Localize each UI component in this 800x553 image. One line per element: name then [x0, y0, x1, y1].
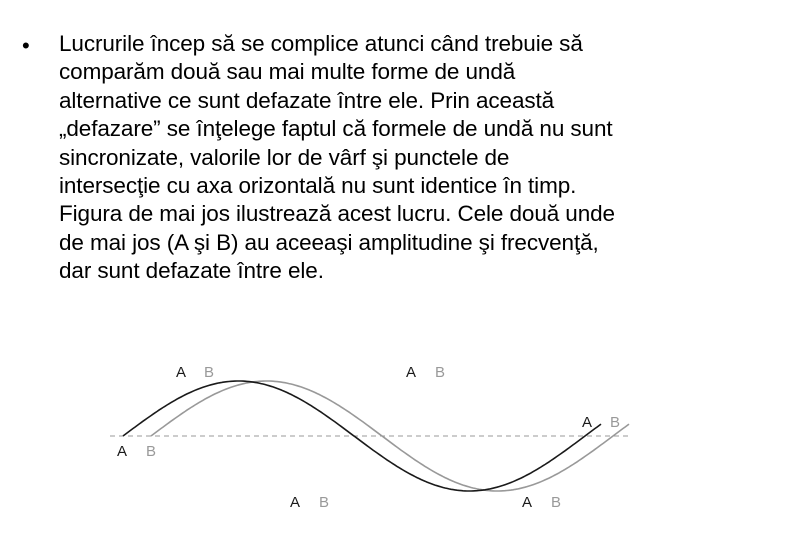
- label-a-trough-1: A: [290, 494, 301, 511]
- paragraph-line-2: comparăm două sau mai multe forme de undă: [59, 59, 516, 85]
- wave-b: [151, 381, 629, 491]
- bullet-paragraph: [22, 30, 782, 286]
- label-a-trough-2: A: [522, 494, 533, 511]
- label-b-trough-1: B: [319, 494, 330, 511]
- label-b-trough-2: B: [551, 494, 562, 511]
- label-a-peak-2: A: [406, 364, 417, 381]
- label-a-peak-1: A: [176, 364, 187, 381]
- paragraph-line-5: sincronizate, valorile lor de vârf şi punctele de: [59, 144, 510, 170]
- paragraph-line-8: de mai jos (A şi B) au aceeaşi amplitudine şi frecvenţă,: [59, 229, 599, 255]
- paragraph-line-4: „defazare” se înţelege faptul că formele de undă nu sunt: [59, 116, 613, 142]
- paragraph-text: [59, 30, 782, 286]
- paragraph-line-6: intersecţie cu axa orizontală nu sunt identice în timp.: [59, 173, 577, 199]
- wave-a: [123, 381, 601, 491]
- paragraph-line-7: Figura de mai jos ilustrează acest lucru. Cele două unde: [59, 201, 615, 227]
- label-b-peak-2: B: [435, 364, 446, 381]
- label-a-end: A: [582, 414, 593, 431]
- label-a-start: A: [117, 443, 128, 460]
- label-b-start: B: [146, 443, 157, 460]
- paragraph-line-9: dar sunt defazate între ele.: [59, 258, 324, 284]
- paragraph-line-1: Lucrurile încep să se complice atunci când trebuie să: [59, 31, 583, 56]
- label-b-peak-1: B: [204, 364, 215, 381]
- paragraph-line-3: alternative ce sunt defazate între ele. Prin această: [59, 87, 555, 113]
- label-b-end: B: [610, 414, 621, 431]
- bullet-dot: •: [22, 33, 30, 58]
